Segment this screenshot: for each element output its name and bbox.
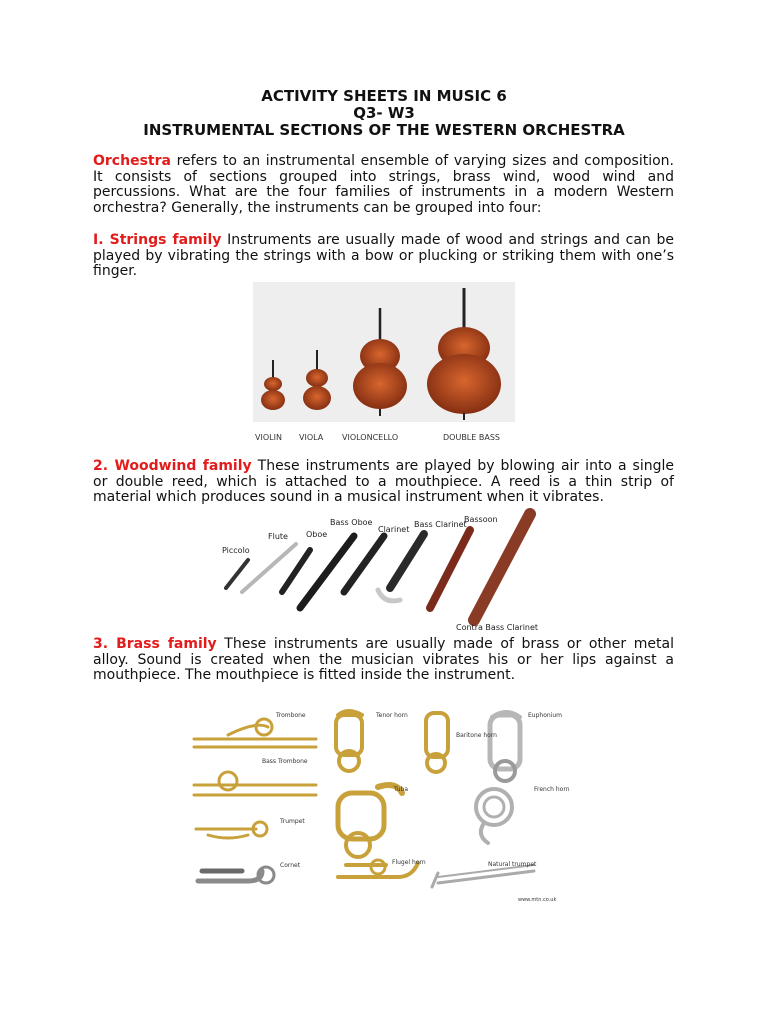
label-violoncello: VIOLONCELLO xyxy=(342,433,399,442)
label-bass-trombone: Bass Trombone xyxy=(262,758,308,765)
label-natural-trumpet: Natural trumpet xyxy=(488,861,537,868)
image-credit: www.mtn.co.uk xyxy=(518,897,557,903)
label-tuba: Tuba xyxy=(394,786,409,793)
intro-text: refers to an instrumental ensemble of varying sizes and composition. It consists of sections grouped into strings, brass wind, wood wind and percussions. What are the four families of instruments in a modern Western orchestra? Generally, the instruments can be grouped into four: xyxy=(93,153,674,216)
label-tenor-horn: Tenor horn xyxy=(376,712,408,719)
label-violin: VIOLIN xyxy=(255,433,282,442)
woodwind-figure xyxy=(218,508,546,636)
title-line-2: Q3- W3 xyxy=(353,104,415,122)
strings-heading: I. Strings family xyxy=(93,232,222,248)
label-bassoon: Bassoon xyxy=(464,515,498,524)
label-viola: VIOLA xyxy=(299,433,324,442)
label-flute: Flute xyxy=(268,532,288,541)
label-oboe: Oboe xyxy=(306,530,328,539)
label-euphonium: Euphonium xyxy=(528,712,562,719)
label-clarinet: Clarinet xyxy=(378,525,410,534)
label-cornet: Cornet xyxy=(280,862,301,869)
strings-text: Instruments are usually made of wood and strings and can be played by vibrating the strings with a bow or plucking or striking them with one’s finger. xyxy=(93,232,674,280)
label-piccolo: Piccolo xyxy=(222,546,250,555)
woodwind-paragraph xyxy=(93,459,674,506)
brass-figure xyxy=(188,705,578,905)
label-bass-clarinet: Bass Clarinet xyxy=(414,520,467,529)
label-baritone-horn: Baritone horn xyxy=(456,732,497,739)
label-double-bass: DOUBLE BASS xyxy=(443,433,500,442)
strings-paragraph xyxy=(93,233,674,280)
label-trumpet: Trumpet xyxy=(280,818,305,825)
label-contra-bass-clarinet: Contra Bass Clarinet xyxy=(456,623,539,632)
label-flugel-horn: Flugel horn xyxy=(392,859,426,866)
label-trombone: Trombone xyxy=(276,712,306,719)
intro-paragraph xyxy=(93,154,674,216)
title-line-1: ACTIVITY SHEETS IN MUSIC 6 xyxy=(261,87,507,105)
strings-figure xyxy=(253,282,515,448)
brass-text: These instruments are usually made of brass or other metal alloy. Sound is created when the musician vibrates his or her lips against a mouthpiece. The mouthpiece is fitted inside the instrument. xyxy=(93,636,674,684)
brass-heading: 3. Brass family xyxy=(93,636,217,652)
woodwind-text: These instruments are played by blowing air into a single or double reed, which is attached to a mouthpiece. A reed is a thin strip of material which produces sound in a musical instrument when it vibrates. xyxy=(93,458,674,506)
label-bass-oboe: Bass Oboe xyxy=(330,518,373,527)
label-french-horn: French horn xyxy=(534,786,570,793)
title-line-3: INSTRUMENTAL SECTIONS OF THE WESTERN ORCHESTRA xyxy=(143,121,625,139)
orchestra-term: Orchestra xyxy=(93,153,171,169)
brass-paragraph xyxy=(93,637,674,684)
woodwind-heading: 2. Woodwind family xyxy=(93,458,252,474)
